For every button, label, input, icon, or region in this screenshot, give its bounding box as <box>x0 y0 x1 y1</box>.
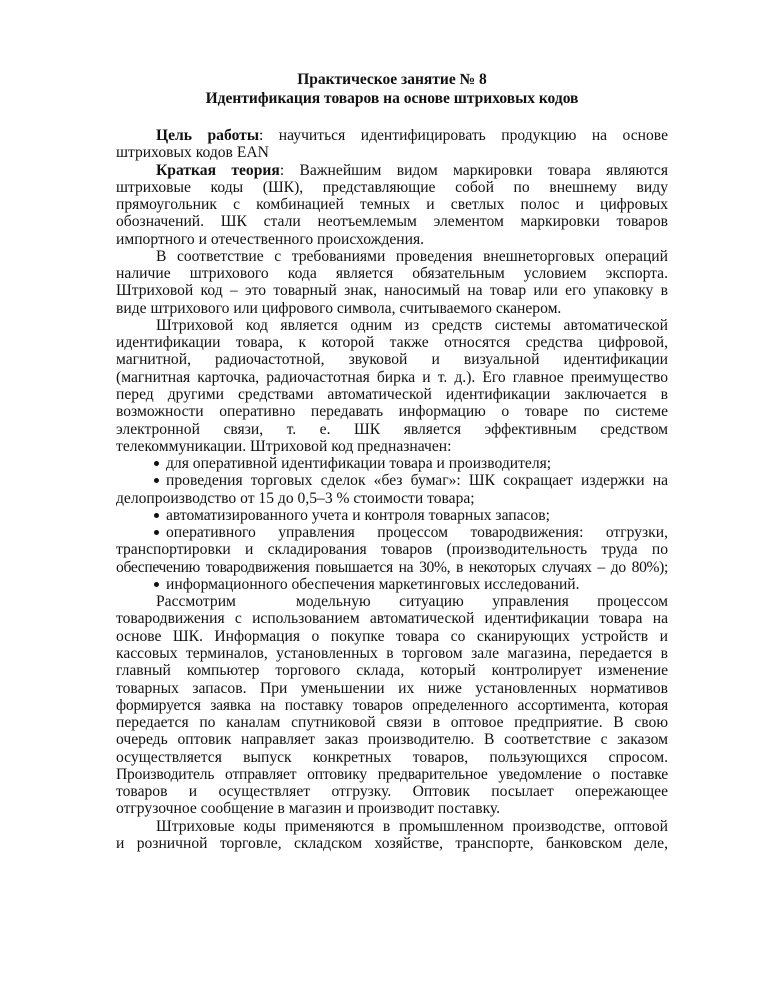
list-item-text: для оперативной идентификации товара и производителя; <box>166 455 552 473</box>
bullet-icon <box>154 582 159 587</box>
goal-text: : научиться идентифицировать продукцию на основе <box>259 127 668 144</box>
list-item-text: автоматизированного учета и контроля товарных запасов; <box>166 506 550 524</box>
text-line <box>116 127 668 144</box>
text-line: обозначений. ШК стали неотъемлемым элементом маркировки товаров <box>116 213 668 231</box>
text-line: делопроизводство от 15 до 0,5–3 % стоимости товара; <box>116 489 475 507</box>
document-title <box>116 70 668 108</box>
text-line: виде штрихового или цифрового символа, считываемого сканером. <box>116 299 562 317</box>
list-item <box>116 507 668 524</box>
theory-label: Краткая теория <box>156 161 280 179</box>
text-line: отгрузочное сообщение в магазин и производит поставку. <box>116 800 501 818</box>
model-paragraph <box>116 593 668 817</box>
model-text-start: Рассмотрим <box>156 593 236 611</box>
model-text-rest: модельную ситуацию управления процессом <box>295 593 668 611</box>
text-line: перед другими средствами автоматической идентификации заключается в <box>116 385 668 403</box>
text-line: транспортировки и складирования товаров (производительность труда по <box>116 541 668 559</box>
text-line: Штриховой код является одним из средств системы автоматической <box>156 316 668 334</box>
text-line: штриховых кодов EAN <box>116 144 269 162</box>
list-item <box>116 455 668 472</box>
list-item-text: проведения торговых сделок «без бумаг»: ШК сокращает издержки на <box>166 472 668 490</box>
text-line: В соответствие с требованиями проведения внешнеторговых операций <box>156 247 668 265</box>
text-line: основе ШК. Информация о покупке товара со сканирующих устройств и <box>116 627 668 645</box>
title-line-2: Идентификация товаров на основе штриховых кодов <box>205 90 579 107</box>
theory-paragraph <box>116 162 668 248</box>
list-item <box>116 524 668 541</box>
goal-label: Цель работы <box>156 127 259 144</box>
title-line-1: Практическое занятие № 8 <box>297 71 487 88</box>
theory-text: : Важнейшим видом маркировки товара являются <box>279 161 668 179</box>
text-line: передается по каналам спутниковой связи в оптовое предприятие. В свою <box>116 714 668 732</box>
text-line: очередь оптовик направляет заказ производителю. В соответствие с заказом <box>116 731 668 749</box>
text-line: возможности оперативно передавать информацию о товаре по системе <box>116 403 668 421</box>
list-item <box>116 472 668 489</box>
text-line: товародвижения с использованием автоматической идентификации товара на <box>116 610 668 628</box>
text-line: осуществляется выпуск конкретных товаров, пользующихся спросом. <box>116 748 668 766</box>
text-line: магнитной, радиочастотной, звуковой и визуальной идентификации <box>116 351 668 369</box>
bullet-icon <box>154 478 159 483</box>
list-item <box>116 576 668 593</box>
text-line: штриховые коды (ШК), представляющие собой по внешнему виду <box>116 178 668 196</box>
goal-paragraph <box>116 127 668 162</box>
text-line: импортного и отечественного происхождения. <box>116 230 425 248</box>
text-line: кассовых терминалов, установленных в торговом зале магазина, передается в <box>116 644 668 662</box>
text-line: и розничной торговле, складском хозяйстве, транспорте, банковском деле, <box>116 834 668 852</box>
document-page <box>116 70 668 852</box>
text-line: Производитель отправляет оптовику предварительное уведомление о поставке <box>116 765 668 783</box>
text-line: товаров и осуществляет отгрузку. Оптовик посылает опережающее <box>116 783 668 801</box>
text-line: Штриховой код – это товарный знак, наносимый на товар или его упаковку в <box>116 282 668 300</box>
text-line: прямоугольник с комбинацией темных и светлых полос и цифровых <box>116 196 668 214</box>
text-line: Штриховые коды применяются в промышленном производстве, оптовой <box>156 817 668 835</box>
purpose-list <box>116 455 668 593</box>
text-line: формируется заявка на поставку товаров определенного ассортимента, которая <box>116 696 668 714</box>
bullet-icon <box>154 530 159 535</box>
text-line: идентификации товара, к которой также относятся средства цифровой, <box>116 334 668 352</box>
bullet-icon <box>154 513 159 518</box>
export-paragraph <box>116 248 668 317</box>
list-item-text: информационного обеспечения маркетинговых исследований. <box>166 575 580 593</box>
text-line: электронной связи, т. е. ШК является эффективным средством <box>116 420 668 438</box>
document-body <box>116 127 668 852</box>
text-line: (магнитная карточка, радиочастотная бирка и т. д.). Его главное преимущество <box>116 368 668 386</box>
text-line: главный компьютер торгового склада, который контролирует изменение <box>116 662 668 680</box>
bullet-icon <box>154 461 159 466</box>
text-line: обеспечению товародвижения повышается на 30%, в некоторых случаях – до 80%); <box>116 558 668 576</box>
text-line <box>116 593 668 610</box>
text-line: телекоммуникации. Штриховой код предназначен: <box>116 437 452 455</box>
text-line: товарных запасов. При уменьшении их ниже установленных нормативов <box>116 679 668 697</box>
purpose-paragraph <box>116 317 668 455</box>
text-line: наличие штрихового кода является обязательным условием экспорта. <box>116 265 668 283</box>
usage-paragraph <box>116 818 668 853</box>
list-item-text: оперативного управления процессом товародвижения: отгрузки, <box>166 524 668 542</box>
text-line <box>116 162 668 179</box>
